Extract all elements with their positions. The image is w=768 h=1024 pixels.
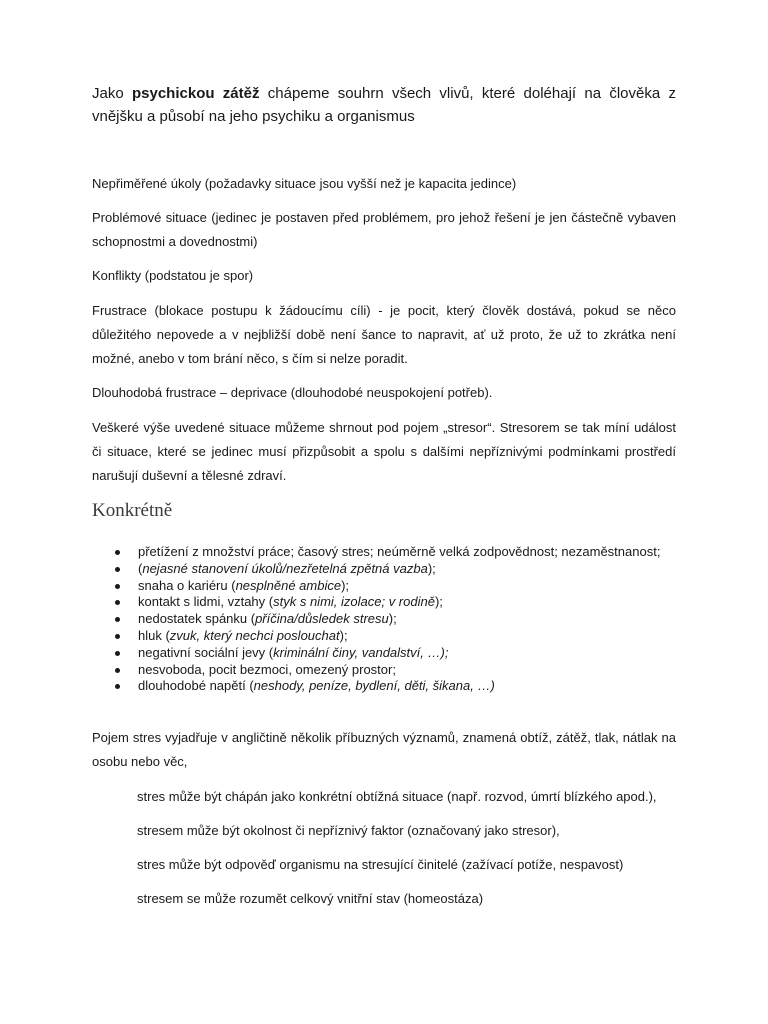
list-item: negativní sociální jevy (kriminální činy, vandalství, …);	[92, 645, 692, 662]
bullet-icon	[115, 668, 120, 673]
list-item: nedostatek spánku (příčina/důsledek stresu);	[92, 611, 692, 628]
paragraph-frustrace: Frustrace (blokace postupu k žádoucímu cíli) - je pocit, který člověk dostává, pokud se něco důležitého nepovede a v nejbližší době není šance to napravit, ať už proto, že už to zkrátka není možné, anebo v tom brání něco, s čím si nelze poradit.	[92, 303, 676, 366]
intro-suffix: chápeme souhrn všech vlivů, které doléhají na člověka z vnějšku a působí na jeho psychiku a organismus	[92, 85, 676, 125]
bullet-icon	[115, 634, 120, 639]
list-item: dlouhodobé napětí (neshody, peníze, bydlení, děti, šikana, …)	[92, 678, 692, 695]
bullet-icon	[115, 567, 120, 572]
paragraph-deprivace: Dlouhodobá frustrace – deprivace (dlouhodobé neuspokojení potřeb).	[92, 385, 493, 400]
list-item: kontakt s lidmi, vztahy (styk s nimi, izolace; v rodině);	[92, 594, 692, 611]
list-item: přetížení z množství práce; časový stres; neúměrně velká zodpovědnost; nezaměstnanost;	[92, 544, 692, 561]
list-item: nesvoboda, pocit bezmoci, omezený prostor;	[92, 662, 692, 679]
section-heading: Konkrétně	[92, 500, 173, 521]
paragraph-stresor: Veškeré výše uvedené situace můžeme shrnout pod pojem „stresor“. Stresorem se tak míní událost či situace, které se jedinec musí přizpůsobit a spolu s dalšími nepříznivými podmínkami prostředí narušují duševní a tělesné zdraví.	[92, 420, 676, 483]
paragraph-konflikty: Konflikty (podstatou je spor)	[92, 268, 254, 283]
indented-line-3: stres může být odpověď organismu na stresující činitelé (zažívací potíže, nespavost)	[137, 857, 624, 872]
intro-paragraph	[92, 82, 676, 128]
paragraph-neprimerene-ukoly: Nepřiměřené úkoly (požadavky situace jsou vyšší než je kapacita jedince)	[92, 176, 517, 191]
indented-line-1: stres může být chápán jako konkrétní obtížná situace (např. rozvod, úmrtí blízkého apod.),	[137, 789, 657, 804]
intro-bold-term: psychickou zátěž	[131, 85, 260, 102]
list-item: snaha o kariéru (nesplněné ambice);	[92, 578, 692, 595]
bullet-icon	[115, 600, 120, 605]
list-item: (nejasné stanovení úkolů/nezřetelná zpětná vazba);	[92, 561, 692, 578]
indented-line-2: stresem může být okolnost či nepříznivý faktor (označovaný jako stresor),	[137, 823, 560, 838]
bullet-icon	[115, 584, 120, 589]
paragraph-pojem-stres: Pojem stres vyjadřuje v angličtině několik příbuzných významů, znamená obtíž, zátěž, tlak, nátlak na osobu nebo věc,	[92, 730, 676, 769]
bullet-icon	[115, 617, 120, 622]
list-item: hluk (zvuk, který nechci poslouchat);	[92, 628, 692, 645]
indented-line-4: stresem se může rozumět celkový vnitřní stav (homeostáza)	[137, 891, 484, 906]
intro-prefix: Jako	[92, 85, 132, 102]
bullet-list	[92, 544, 692, 695]
bullet-icon	[115, 550, 120, 555]
bullet-icon	[115, 651, 120, 656]
paragraph-problemove-situace: Problémové situace (jedinec je postaven před problémem, pro jehož řešení je jen částečně vybaven schopnostmi a dovednostmi)	[92, 210, 676, 249]
bullet-icon	[115, 684, 120, 689]
